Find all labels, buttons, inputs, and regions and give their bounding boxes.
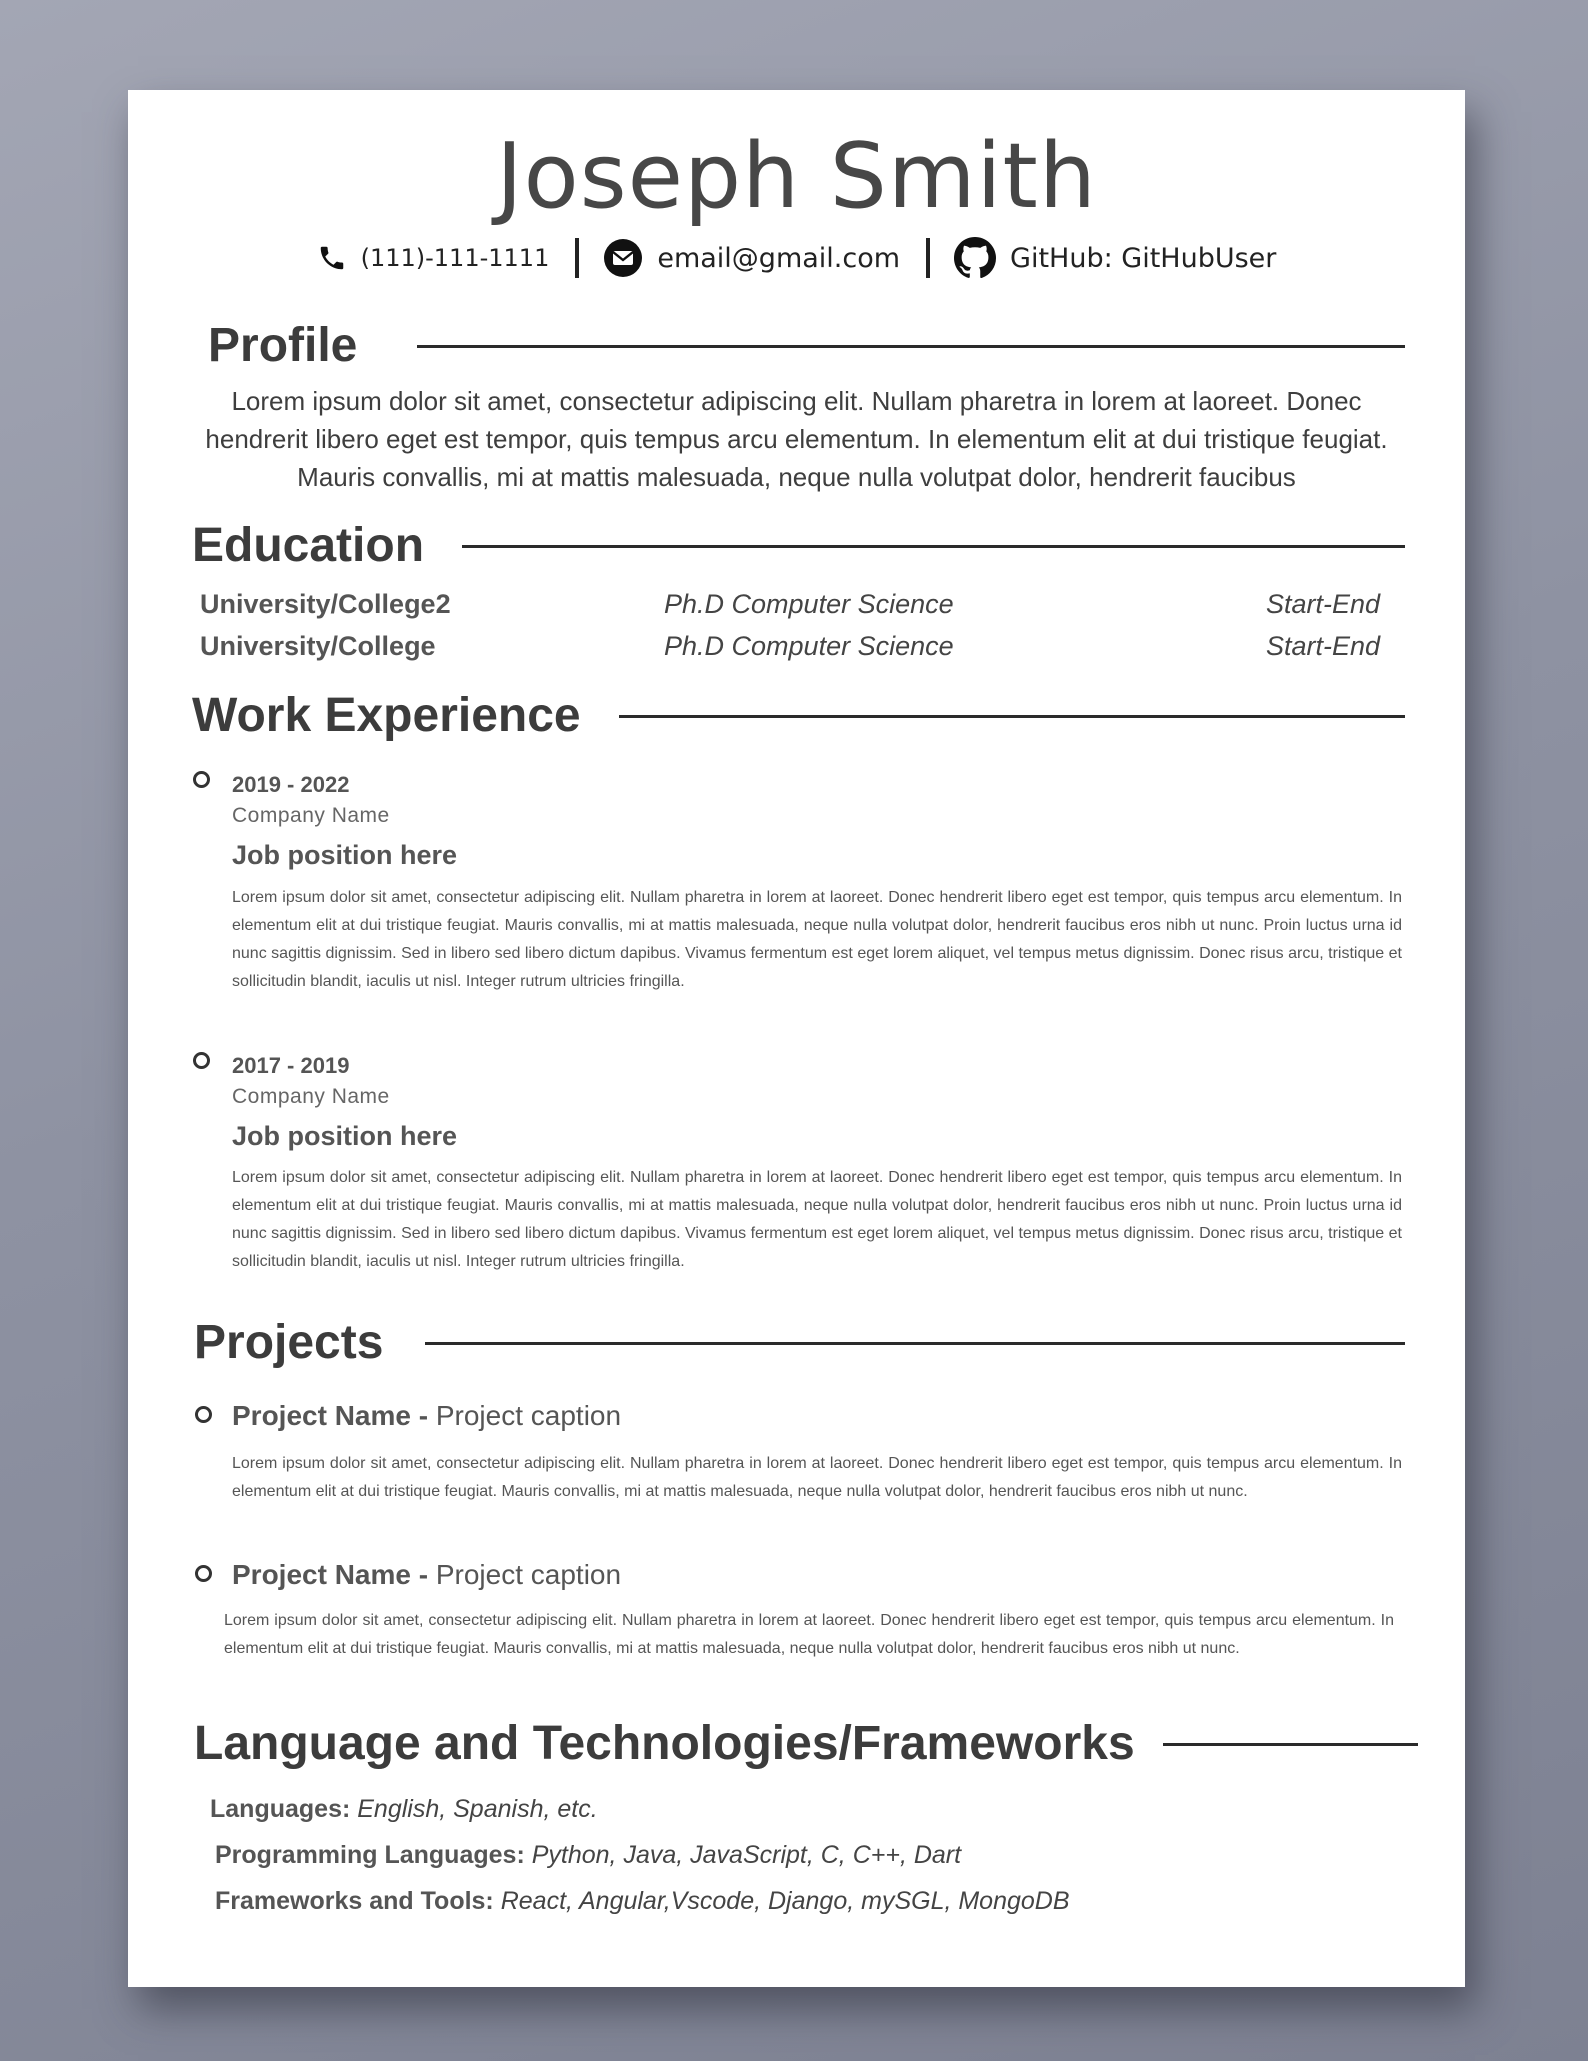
job-dates: 2019 - 2022 — [232, 772, 350, 797]
contact-divider — [575, 238, 579, 278]
education-row — [200, 631, 1380, 671]
project-name: Project Name - — [232, 1400, 429, 1431]
work-heading — [192, 689, 1405, 742]
edu-dates: Start-End — [1265, 631, 1380, 661]
edu-degree: Ph.D Computer Science — [664, 631, 954, 661]
profile-heading — [208, 319, 1405, 372]
work-title: Work Experience — [192, 689, 581, 742]
project-title — [232, 1559, 621, 1591]
contact-phone — [317, 241, 550, 275]
project-description: Lorem ipsum dolor sit amet, consectetur adipiscing elit. Nullam pharetra in lorem at laoreet. Donec hendrerit libero eget est tempor, quis tempus arcu elementum. In elementum elit at dui tristique feugiat. Mauris convallis, mi at mattis malesuada, neque nulla volutpat dolor, hendrerit faucibus eros nibh ut nunc. — [232, 1455, 1402, 1500]
contact-divider — [926, 238, 930, 278]
email-text[interactable]: email@gmail.com — [657, 242, 901, 274]
profile-rule — [417, 345, 1405, 348]
profile-title: Profile — [208, 319, 358, 372]
education-title: Education — [192, 519, 425, 572]
email-icon — [603, 238, 643, 278]
resume-name: Joseph Smith — [496, 124, 1097, 229]
company-name: Company Name — [232, 1085, 390, 1108]
skill-row — [210, 1795, 598, 1824]
edu-degree: Ph.D Computer Science — [664, 589, 954, 619]
phone-icon — [317, 241, 347, 275]
skill-label: Frameworks and Tools: — [215, 1887, 494, 1915]
job-position: Job position here — [232, 1121, 458, 1151]
bullet-icon — [195, 1406, 212, 1423]
skill-label: Programming Languages: — [215, 1841, 525, 1869]
projects-title: Projects — [194, 1316, 384, 1369]
edu-dates: Start-End — [1265, 589, 1380, 619]
skills-heading — [194, 1717, 1418, 1770]
project-caption: Project caption — [435, 1559, 622, 1590]
job-description: Lorem ipsum dolor sit amet, consectetur adipiscing elit. Nullam pharetra in lorem at laoreet. Donec hendrerit libero eget est tempor, quis tempus arcu elementum. In elementum elit at dui tristique feugiat. Mauris convallis, mi at mattis malesuada, neque nulla volutpat dolor, hendrerit faucibus eros nibh ut nunc. Proin luctus urna id nunc sagittis dignissim. Sed in libero sed libero dictum dapibus. Vivamus fermentum est eget lorem aliquet, vel tempus metus dignissim. Donec risus arcu, tristique et sollicitudin blandit, iaculis ut nisl. Integer rutrum ultricies fringilla. — [232, 1169, 1402, 1270]
project-name: Project Name - — [232, 1559, 429, 1590]
projects-heading — [194, 1316, 1405, 1369]
skill-value: English, Spanish, etc. — [357, 1795, 598, 1823]
skill-label: Languages: — [210, 1795, 351, 1823]
skills-title: Language and Technologies/Frameworks — [194, 1717, 1135, 1770]
skill-row — [215, 1841, 961, 1870]
job-position: Job position here — [232, 840, 458, 870]
company-name: Company Name — [232, 804, 390, 827]
github-icon — [954, 237, 996, 279]
job-description: Lorem ipsum dolor sit amet, consectetur adipiscing elit. Nullam pharetra in lorem at laoreet. Donec hendrerit libero eget est tempor, quis tempus arcu elementum. In elementum elit at dui tristique feugiat. Mauris convallis, mi at mattis malesuada, neque nulla volutpat dolor, hendrerit faucibus eros nibh ut nunc. Proin luctus urna id nunc sagittis dignissim. Sed in libero sed libero dictum dapibus. Vivamus fermentum est eget lorem aliquet, vel tempus metus dignissim. Donec risus arcu, tristique et sollicitudin blandit, iaculis ut nisl. Integer rutrum ultricies fringilla. — [232, 889, 1402, 990]
project-caption: Project caption — [435, 1400, 622, 1431]
work-rule — [619, 715, 1405, 718]
contact-bar — [128, 237, 1465, 279]
education-rule — [462, 545, 1405, 548]
skill-value: Python, Java, JavaScript, C, C++, Dart — [531, 1841, 962, 1869]
projects-rule — [425, 1342, 1405, 1345]
project-description: Lorem ipsum dolor sit amet, consectetur adipiscing elit. Nullam pharetra in lorem at laoreet. Donec hendrerit libero eget est tempor, quis tempus arcu elementum. In elementum elit at dui tristique feugiat. Mauris convallis, mi at mattis malesuada, neque nulla volutpat dolor, hendrerit faucibus eros nibh ut nunc. — [224, 1612, 1394, 1657]
education-heading — [192, 519, 1405, 572]
skills-rule — [1163, 1743, 1418, 1746]
edu-school: University/College — [200, 631, 436, 661]
bullet-icon — [193, 1052, 210, 1069]
resume-page — [128, 90, 1465, 1987]
bullet-icon — [195, 1565, 212, 1582]
github-text[interactable]: GitHub: GitHubUser — [1010, 242, 1277, 274]
edu-school: University/College2 — [200, 589, 451, 619]
job-dates: 2017 - 2019 — [232, 1053, 350, 1078]
contact-email[interactable] — [603, 238, 900, 278]
contact-github[interactable] — [954, 237, 1276, 279]
phone-text: (111)-111-1111 — [360, 244, 550, 272]
skill-row — [215, 1887, 1070, 1916]
education-row — [200, 589, 1380, 629]
project-title — [232, 1400, 621, 1432]
profile-text: Lorem ipsum dolor sit amet, consectetur adipiscing elit. Nullam pharetra in lorem at laoreet. Donec hendrerit libero eget est tempor, quis tempus arcu elementum. In elementum elit at dui tristique feugiat. Mauris convallis, mi at mattis malesuada, neque nulla volutpat dolor, hendrerit faucibus — [205, 386, 1388, 492]
bullet-icon — [193, 771, 210, 788]
skill-value: React, Angular,Vscode, Django, mySGL, MongoDB — [500, 1887, 1070, 1915]
